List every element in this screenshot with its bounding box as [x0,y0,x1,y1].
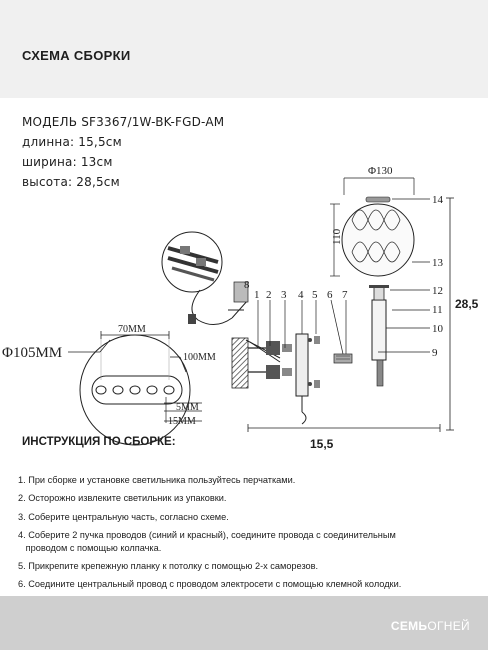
glass-shade-drawing [330,165,430,276]
part-number: 7 [342,289,348,301]
part-number: 4 [298,289,304,301]
part-number: 8 [244,279,250,291]
mount-hole [147,386,157,394]
part-number: 6 [327,289,333,301]
part-number: 10 [432,323,443,335]
dim-70mm: 70MM [118,324,146,335]
dim-5mm: 5MM [176,402,199,413]
brand-logo [391,619,470,633]
part-number: 9 [432,347,438,359]
dim-105mm: Φ105MM [2,345,63,361]
instruction-step: 6. Соедините центральный провод с проводом электросети с помощью клемной колодки. [18,579,402,590]
mount-hole [96,386,106,394]
screw [266,365,280,379]
length-line: длинна: 15,5cм [22,135,122,149]
instruction-step: 2. Осторожно извлеките светильник из упаковки. [18,493,227,504]
dim-110: 110 [331,228,343,245]
dim-100mm: 100MM [183,352,216,363]
canopy [296,334,308,396]
instruction-step: 4. Соберите 2 пучка проводов (синий и красный), соедините провода с соединительным [18,530,396,541]
wire-connector-detail [162,232,248,325]
nut [334,354,352,363]
part-numbers [244,194,444,359]
dim-length-15-5: 15,5 [310,437,334,451]
model-line: МОДЕЛЬ SF3367/1W-BK-FGD-AM [22,115,225,129]
instruction-steps [14,471,474,593]
instruction-step: проводом с помощью колпачка. [18,542,162,553]
width-line: ширина: 13cм [22,155,113,169]
dim-130: Φ130 [368,165,393,177]
brand-light: ОГНЕЙ [427,619,470,633]
assembly-exploded-view [232,285,430,424]
part-number: 11 [432,304,443,316]
instructions-title: ИНСТРУКЦИЯ ПО СБОРКЕ: [22,436,176,448]
height-line: высота: 28,5cм [22,175,120,189]
mount-hole [130,386,140,394]
part-number: 2 [266,289,272,301]
dim-height-28-5: 28,5 [455,297,479,311]
dim-15mm: 15MM [168,416,196,427]
part-number: 13 [432,257,443,269]
arm [377,360,383,386]
instruction-step: 1. При сборке и установке светильника пользуйтесь перчатками. [18,475,296,485]
part-number: 14 [432,194,443,206]
shade-outline [342,204,414,276]
part-number: 5 [312,289,318,301]
shade-ring [366,197,390,202]
mount-hole [113,386,123,394]
base-plate-drawing [2,324,216,445]
wall-hatch [232,338,248,388]
mount-hole [164,386,174,394]
page-title: СХЕМА СБОРКИ [22,48,131,63]
lamp-holder-tube [372,300,386,360]
instruction-step: 3. Соберите центральную часть, согласно схеме. [18,511,229,522]
part-number: 3 [281,289,287,301]
part-number: 1 [254,289,260,301]
instruction-step: 5. Прикрепите крепежную планку к потолку с помощью 2-х саморезов. [18,560,319,571]
part-number: 12 [432,285,443,297]
brand-bold: СЕМЬ [390,619,428,633]
screw [266,341,280,355]
